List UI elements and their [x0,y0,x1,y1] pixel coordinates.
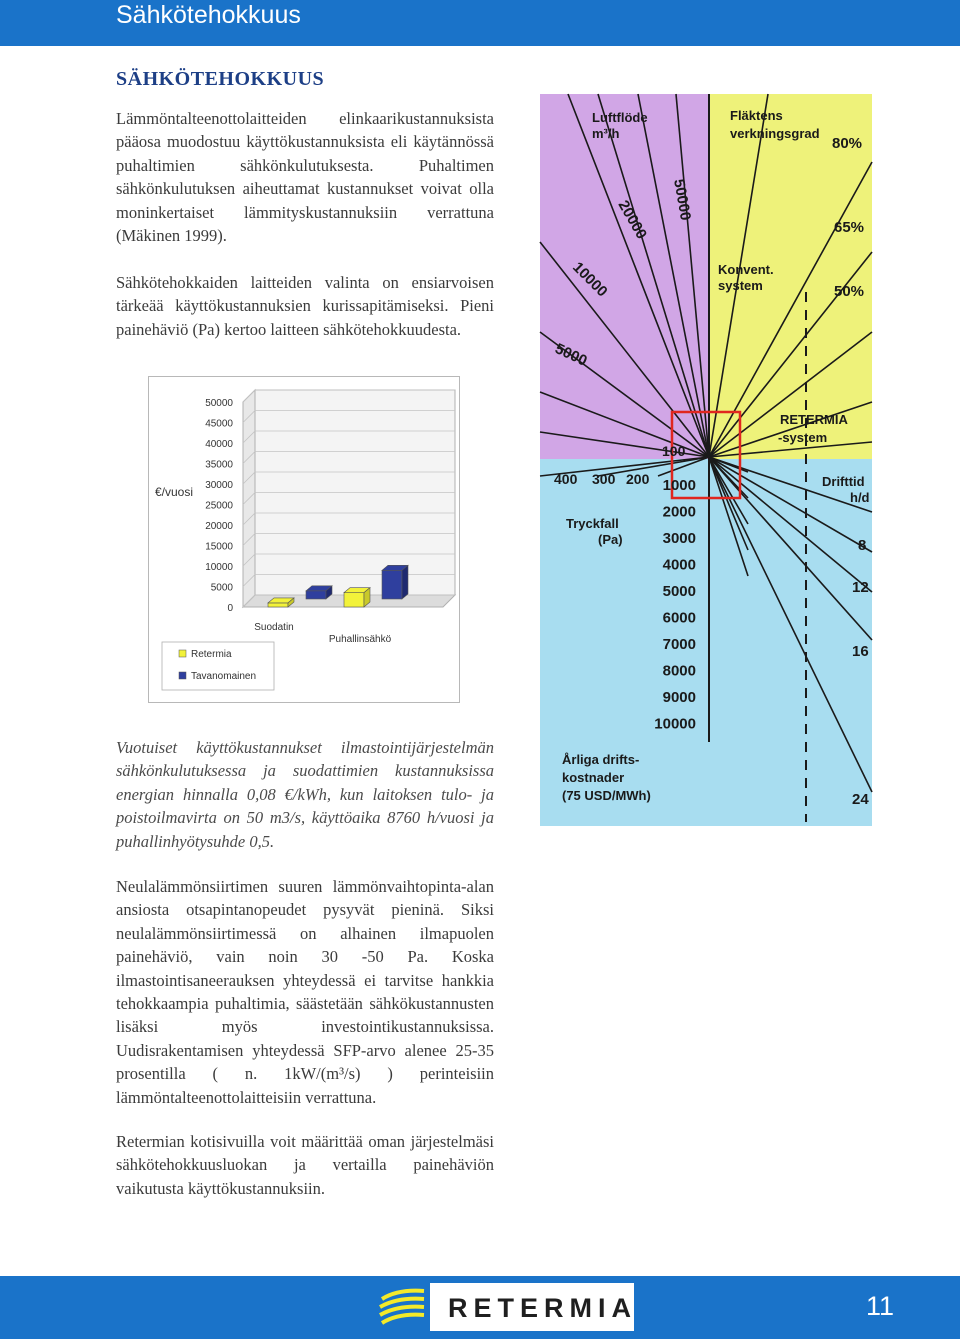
pressure-top-label: 200 [626,471,650,487]
flow-label: 20000 [614,197,651,243]
cost-bar-chart [148,376,460,703]
legend-swatch [179,672,186,679]
y-tick-label: 15000 [205,541,233,553]
category-label: Puhallinsähkö [328,634,392,645]
efficiency-title: Fläktens [730,108,783,123]
y-tick-label: 50000 [205,398,233,409]
y-axis-label: €/vuosi [154,485,194,499]
efficiency-label: 65% [834,219,865,236]
paragraph-needle-exchanger: Neulalämmönsiirtimen suuren lämmönvaihtopinta-alan ansiosta otsapintanopeudet pysyvät pieninä. Siksi neulalämmönsiirtimessä on alhainen ilmapuolen painehäviö, vain noin 30 -50 Pa. Koska ilmastointisaneerauksen yhteydessä ei tarvitse hankkia tehokkaampia puhaltimia, säästetään sähkökustannusten lisäksi myös investointikustannuksissa. Uudisrakentamisen yhteydessä SFP-arvo alenee 25-35 prosentilla ( n. 1kW/(m³/s) ) perinteisiin lämmöntalteenottolaitteisiin verrattuna. [116,877,494,1107]
retermia-label: RETERMIA [780,412,848,427]
paragraph-intro: Lämmöntalteenottolaitteiden elinkaarikustannuksista pääosa muodostuu käyttökustannuksista eli käytännössä puhaltimien sähkönkulutuksesta. Puhaltimen sähkönkulutuksen aiheuttamat kustannukset voivat olla moninkertaiset lämmityskustannuksiin verrattuna (Mäkinen 1999). [116,109,494,246]
conv-system-label-2: system [718,278,763,293]
pressure-scale-label: 4000 [662,556,696,574]
hours-label: 24 [852,791,869,808]
y-tick-label: 35000 [205,459,233,471]
pressure-top-label: 300 [592,471,616,487]
page-number: 11 [865,1291,894,1321]
conv-system-label: Konvent. [718,262,774,277]
pressure-scale-label: 8000 [662,662,696,680]
flow-label: 5000 [552,340,590,370]
retermia-stripes-icon [378,1285,428,1329]
bar-tavanomainen-0 [306,591,326,599]
pressure-scale-label: 3000 [662,530,696,547]
y-tick-label: 25000 [205,500,233,512]
flow-label: 50000 [670,177,695,222]
paragraph-website: Retermian kotisivuilla voit määrittää oman järjestelmäsi sähkötehokkuusluokan ja vertailla painehäviön vaikutusta käyttökustannuksiin. [116,1132,494,1198]
flow-title: Luftflöde [592,110,648,125]
paragraph-selection: Sähkötehokkaiden laitteiden valinta on ensiarvoisen tärkeää käyttökustannuksien kurissapitämiseksi. Pieni painehäviö (Pa) kertoo laitteen sähkötehokkuudesta. [116,273,494,339]
pressure-scale-label: 10000 [654,715,696,733]
pressure-scale-label: 1000 [662,477,696,494]
legend-label: Tavanomainen [191,671,257,682]
category-label: Suodatin [254,622,294,633]
bar-tavanomainen-1 [382,570,402,599]
cost-title-2: kostnader [562,770,625,785]
hours-title-unit: h/d [850,490,870,505]
bar-side-1-1 [402,565,408,599]
retermia-logo: RETERMIA [448,1293,637,1323]
pressure-scale-label: 5000 [662,583,696,600]
y-tick-label: 45000 [205,418,233,430]
bar-retermia-0 [268,603,288,607]
hours-label: 12 [852,579,869,596]
flow-label: 10000 [569,258,611,301]
flow-title-unit: m³/h [592,126,620,141]
hours-title: Drifttid [822,474,865,489]
cost-title: Årliga drifts- [562,752,640,767]
y-tick-label: 40000 [205,439,233,450]
pressure-title: Tryckfall [566,516,619,531]
cost-title-3: (75 USD/MWh) [562,788,651,803]
chart-caption: Vuotuiset käyttökustannukset ilmastointijärjestelmän sähkönkulutuksessa ja suodattimien kustannuksissa energian hinnalla 0,08 €/kWh, kun laitoksen tulo- ja poistoilmavirta on 50 m3/s, käyttöaika 8760 h/vuosi ja puhallinhyötysuhde 0,5. [116,738,494,851]
legend-label: Retermia [191,649,232,660]
y-tick-label: 10000 [205,562,233,573]
bar-retermia-1 [344,593,364,607]
page-header-bar [0,0,960,46]
hours-label: 16 [852,643,869,660]
y-tick-label: 5000 [210,582,233,594]
legend-swatch [179,650,186,657]
nomogram-purple-zone [540,94,709,459]
pressure-drop-nomogram [538,92,874,828]
pressure-scale-label: 9000 [662,689,696,706]
pressure-scale-label: 7000 [662,636,696,653]
header-title: Sähkötehokkuus [116,1,301,29]
pressure-title-unit: (Pa) [598,532,623,547]
efficiency-title-2: verkningsgrad [730,126,820,141]
flow-label: 100 [662,443,686,459]
efficiency-label: 80% [832,135,863,152]
y-tick-label: 0 [227,603,233,614]
y-tick-label: 20000 [205,521,233,532]
pressure-scale-label: 2000 [662,503,696,521]
pressure-top-label: 400 [554,471,578,487]
section-heading: SÄHKÖTEHOKKUUS [116,68,325,90]
hours-label: 8 [858,537,867,554]
efficiency-label: 50% [834,283,865,300]
pressure-scale-label: 6000 [662,609,696,627]
retermia-label-2: -system [778,430,828,445]
y-tick-label: 30000 [205,480,233,491]
